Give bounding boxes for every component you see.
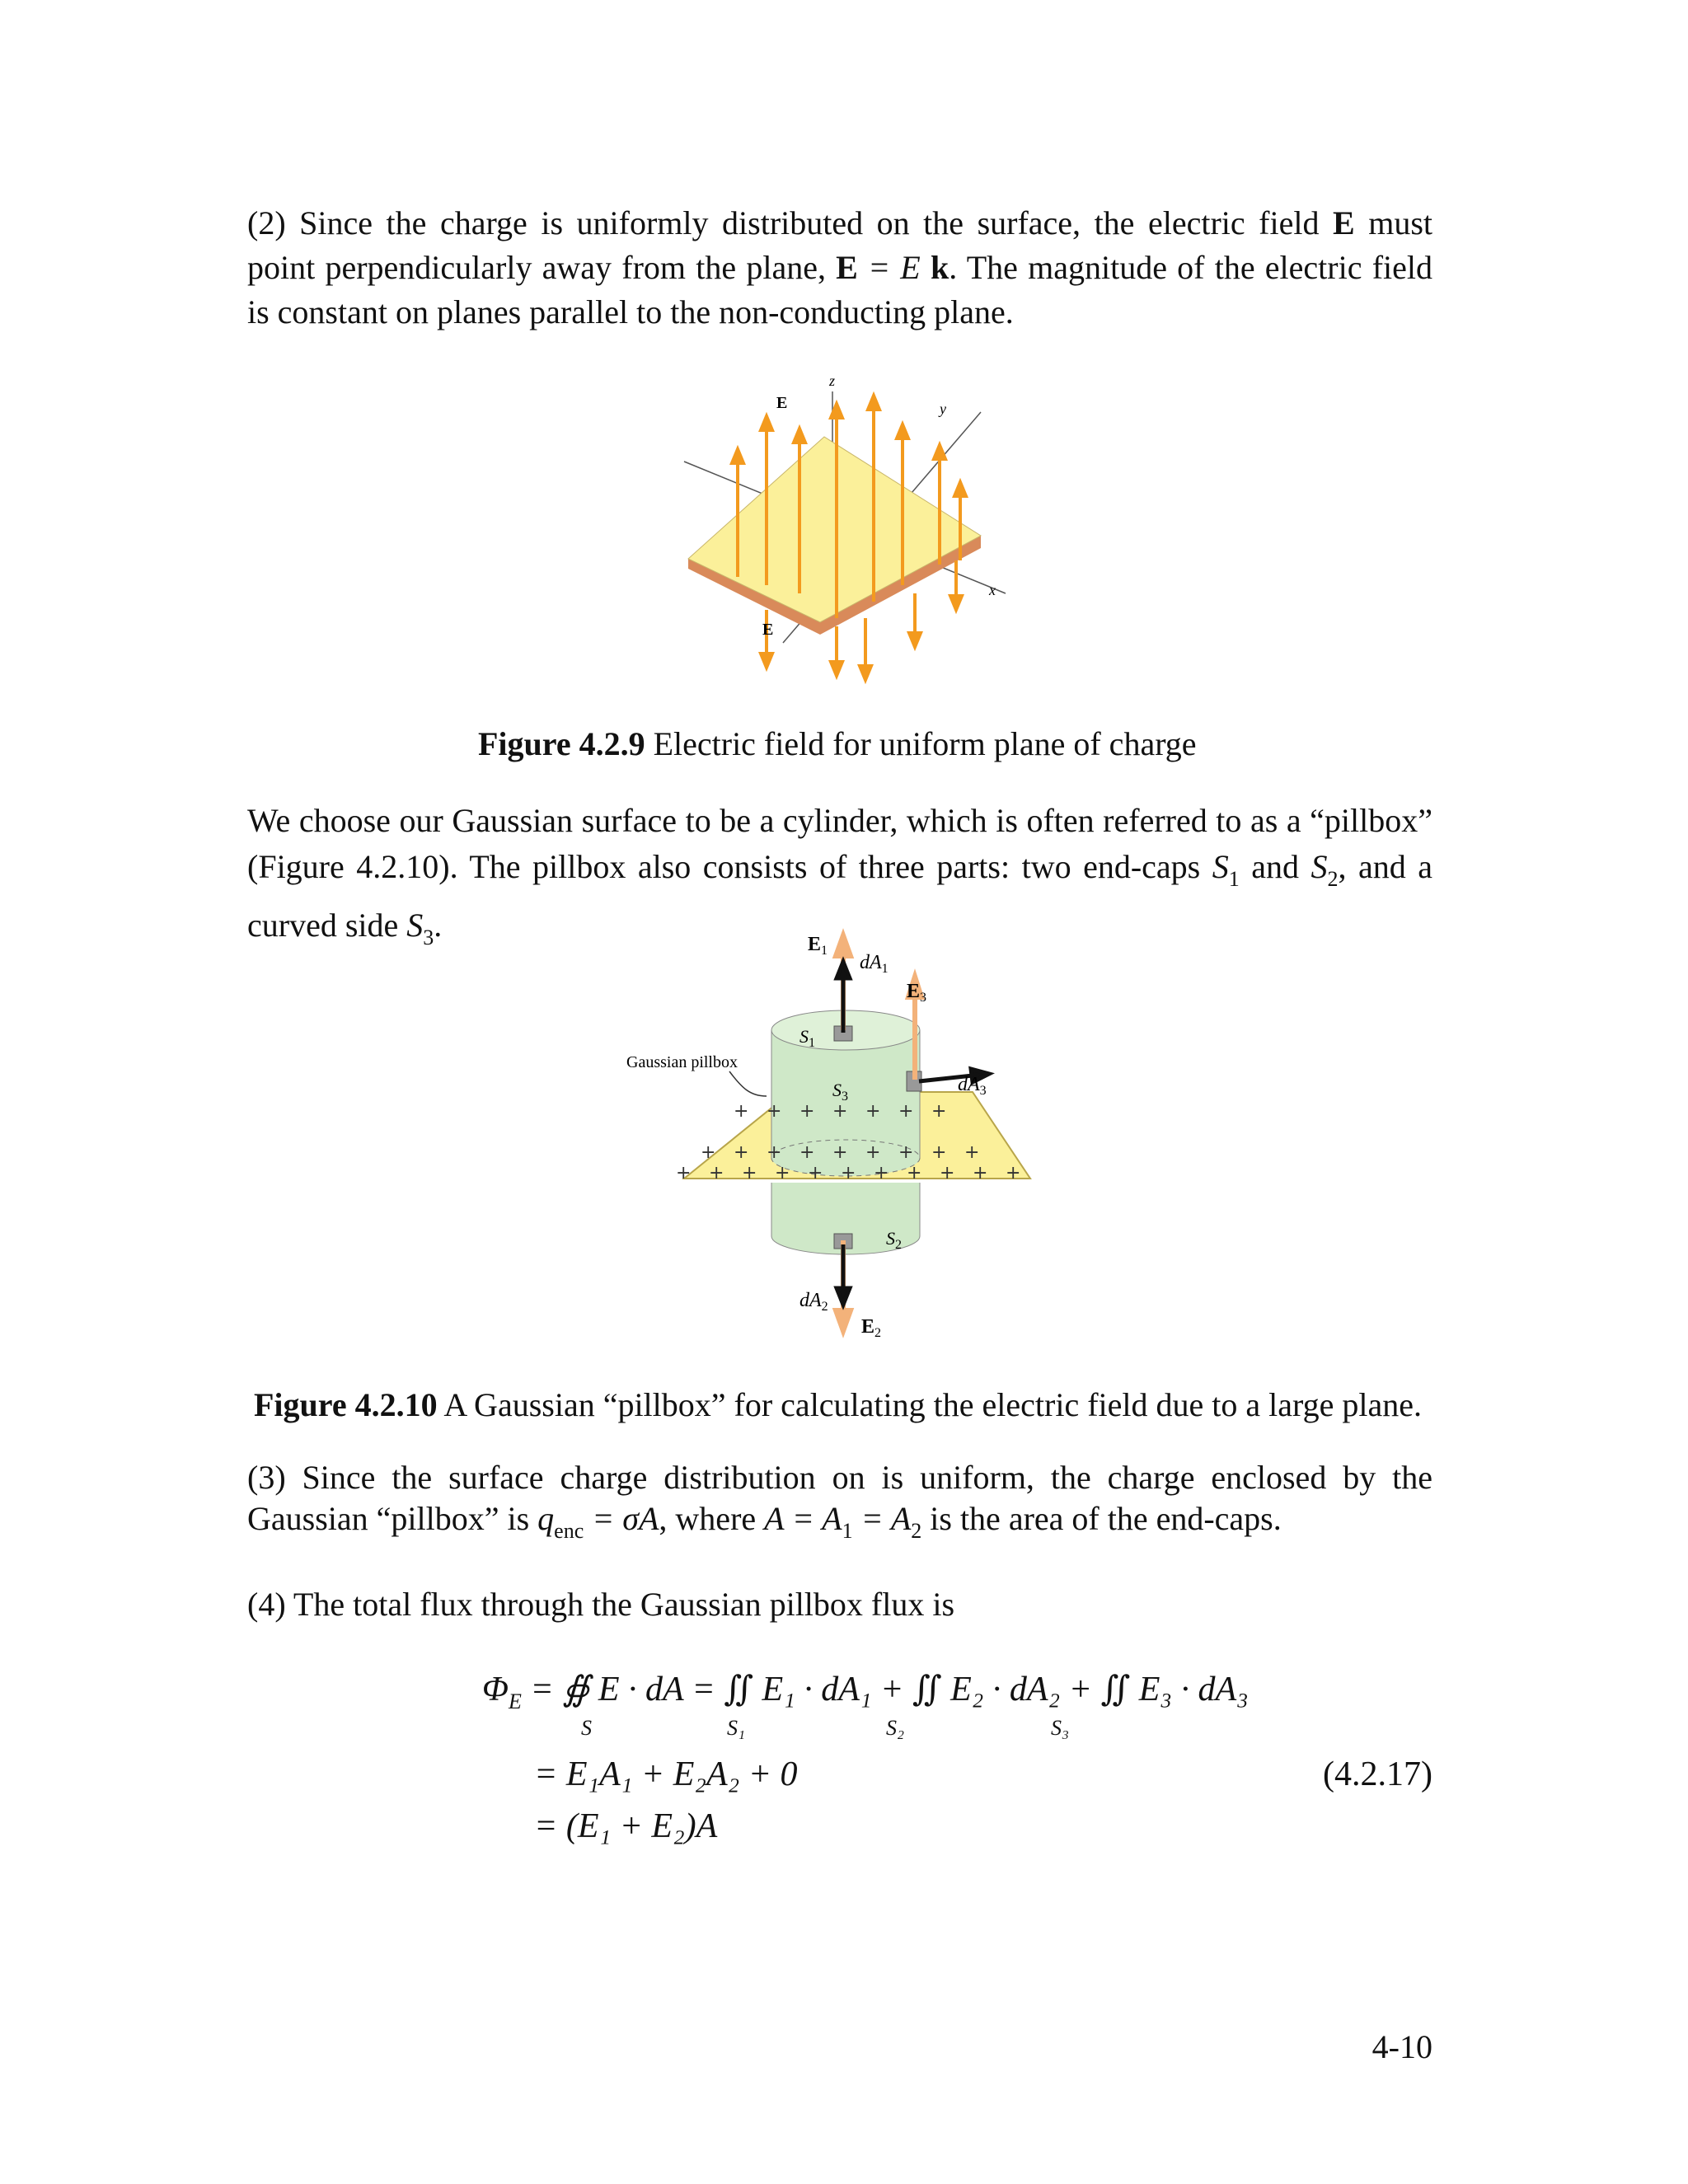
eq-area: A = A	[764, 1500, 842, 1537]
svg-text:+: +	[799, 1142, 815, 1163]
label-S3: $S_3$	[832, 1080, 848, 1104]
svg-text:+: +	[808, 1163, 823, 1183]
equation-line-2: = E₁A₁ + E₂A₂ + 0	[534, 1755, 798, 1793]
svg-text:+: +	[931, 1142, 947, 1163]
text-p2b: , and a curved side	[247, 848, 1432, 944]
limit-s3: S₃	[1051, 1716, 1070, 1740]
figure-caption-4-2-9	[478, 724, 1197, 765]
svg-text:+: +	[841, 1163, 856, 1183]
axis-x-label: x	[989, 582, 996, 598]
figure-caption-4-2-10	[254, 1385, 1422, 1426]
sym-s3: S	[406, 907, 424, 944]
figure-plane-of-charge	[676, 371, 1022, 692]
svg-text:+: +	[832, 1101, 848, 1122]
equation-number: (4.2.17)	[1323, 1755, 1432, 1793]
label-S2: $S_2$	[886, 1228, 902, 1252]
label-dA3: $dA_3$	[958, 1074, 987, 1098]
vector-E-eq: E	[836, 249, 858, 286]
sym-a1-sub: 1	[842, 1519, 853, 1543]
svg-text:+: +	[865, 1142, 881, 1163]
caption-label: Figure 4.2.10	[254, 1386, 438, 1423]
text-p3b: , where	[659, 1500, 765, 1537]
sym-q-sub: enc	[554, 1519, 584, 1543]
figure-gaussian-pillbox	[626, 927, 1055, 1356]
text-p3a: (3) Since the surface charge distribution on is uniform, the charge enclosed by the Gaussian “pillbox” is	[247, 1459, 1432, 1537]
label-S1: $S_1$	[799, 1026, 815, 1050]
sym-s1: S	[1212, 848, 1229, 885]
field-label-top: E	[776, 394, 788, 412]
limit-s2: S₂	[886, 1716, 905, 1740]
svg-text:+: +	[767, 1101, 782, 1122]
svg-text:+: +	[709, 1163, 724, 1183]
paragraph-enclosed-charge	[247, 1457, 1432, 1552]
limit-s1: S₁	[727, 1716, 746, 1740]
label-E3: $E_3$	[907, 981, 927, 1005]
svg-text:+: +	[940, 1163, 955, 1183]
paragraph-total-flux	[247, 1582, 1432, 1627]
svg-text:+: +	[931, 1101, 947, 1122]
eq-sigma-a: = σA	[584, 1500, 659, 1537]
eq-area2: = A	[852, 1500, 912, 1537]
label-gaussian-pillbox: Gaussian pillbox	[626, 1053, 738, 1071]
text-p1a: (2) Since the charge is uniformly distributed on the surface, the electric field	[247, 204, 1333, 241]
sym-q: q	[537, 1500, 555, 1537]
page-number: 4-10	[1372, 2028, 1432, 2065]
label-E1: $E_1$	[808, 934, 828, 958]
sym-a2-sub: 2	[911, 1519, 922, 1543]
label-dA1: $dA_1$	[860, 952, 889, 976]
text-and: and	[1239, 848, 1311, 885]
eq-phi-sub: E	[508, 1690, 522, 1713]
sym-s2: S	[1311, 848, 1328, 885]
svg-text:+: +	[767, 1142, 782, 1163]
svg-text:+: +	[734, 1101, 749, 1122]
svg-text:+: +	[973, 1163, 988, 1183]
eq-phi: Φ	[482, 1671, 509, 1708]
paragraph-field-direction	[247, 201, 1432, 335]
svg-text:+: +	[799, 1101, 815, 1122]
svg-text:+: +	[832, 1142, 848, 1163]
svg-text:+: +	[898, 1101, 914, 1122]
equation-line-1	[482, 1666, 1249, 1725]
svg-text:+: +	[742, 1163, 757, 1183]
field-label-bottom: E	[762, 621, 774, 639]
svg-text:+: +	[775, 1163, 790, 1183]
text-p2c: .	[434, 907, 443, 944]
axis-z-label: z	[829, 373, 836, 389]
svg-text:+: +	[874, 1163, 889, 1183]
limit-s: S	[581, 1716, 592, 1740]
text-p2a: We choose our Gaussian surface to be a cylinder, which is often referred to as a “pillbox” (Figure 4.2.10). The pillbox also consists of three parts: two end-caps	[247, 802, 1432, 885]
label-E2: $E_2$	[861, 1316, 882, 1340]
vector-E: E	[1333, 204, 1355, 241]
svg-text:+: +	[701, 1142, 716, 1163]
axis-y-label: y	[940, 401, 946, 417]
sym-s1-sub: 1	[1228, 867, 1240, 891]
sym-s2-sub: 2	[1327, 867, 1339, 891]
svg-text:+: +	[1006, 1163, 1021, 1183]
unit-k: k	[930, 249, 950, 286]
text-p1c: . The magnitude of the electric field is constant on planes parallel to the non-conducting plane.	[247, 249, 1432, 330]
caption-text: Electric field for uniform plane of charge	[645, 725, 1197, 762]
equation-line-3: = (E₁ + E₂)A	[534, 1807, 718, 1845]
svg-text:+: +	[676, 1163, 692, 1183]
svg-text:+: +	[898, 1142, 914, 1163]
eq-rhs: = E	[857, 249, 921, 286]
svg-text:+: +	[964, 1142, 980, 1163]
caption-text: A Gaussian “pillbox” for calculating the electric field due to a large plane.	[437, 1386, 1422, 1423]
svg-text:+: +	[907, 1163, 922, 1183]
svg-text:+: +	[865, 1101, 881, 1122]
eq-flux-integrals: = ∯ E · dA = ∬ E₁ · dA₁ + ∬ E₂ · dA₂ + ∬ E₃ · dA₃	[521, 1671, 1249, 1708]
text-p1b: must point perpendicularly away from the plane,	[247, 204, 1433, 286]
text-p4: (4) The total flux through the Gaussian pillbox flux is	[247, 1586, 955, 1623]
sym-s3-sub: 3	[423, 926, 434, 949]
svg-text:+: +	[734, 1142, 749, 1163]
label-dA2: $dA_2$	[799, 1290, 828, 1314]
text-p3c: is the area of the end-caps.	[921, 1500, 1282, 1537]
caption-label: Figure 4.2.9	[478, 725, 645, 762]
